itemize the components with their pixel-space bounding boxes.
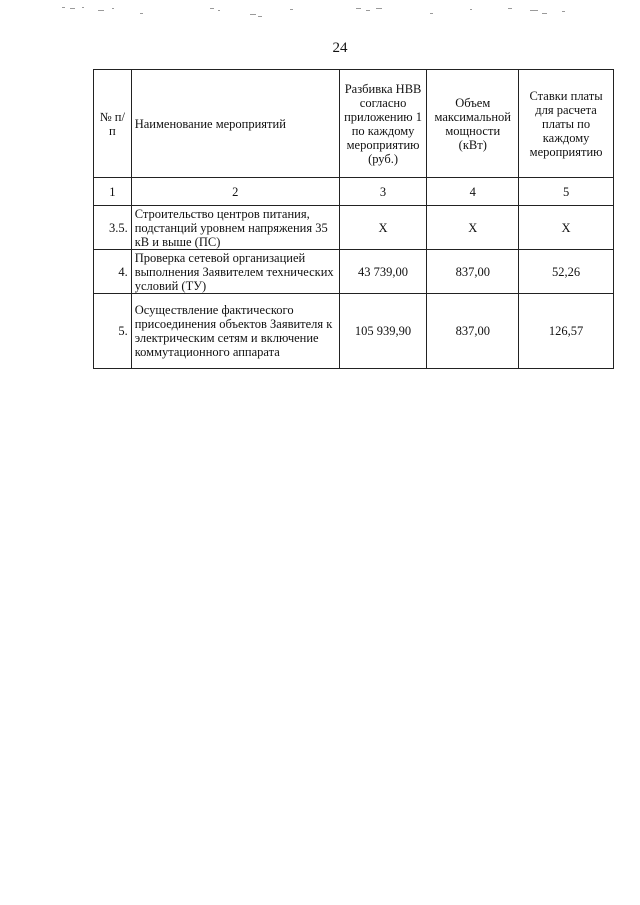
row-power-value: 837,00 [427,294,519,369]
column-index-cell: 3 [339,178,427,206]
row-activity-name: Проверка сетевой организацией выполнения Заявителем технических условий (ТУ) [131,250,339,294]
column-index-cell: 2 [131,178,339,206]
row-nvv-value: 43 739,00 [339,250,427,294]
fee-rates-table [93,69,614,369]
row-nvv-value: 105 939,90 [339,294,427,369]
row-power-value: 837,00 [427,250,519,294]
header-col-num: № п/п [94,70,132,178]
page-number: 24 [332,40,348,56]
row-rate-value: Х [519,206,614,250]
row-rate-value: 126,57 [519,294,614,369]
column-index-cell: 1 [94,178,132,206]
column-index-cell: 5 [519,178,614,206]
table-row [94,294,614,369]
header-col-rate: Ставки платы для расчета платы по каждому мероприятию [519,70,614,178]
column-index-row [94,178,614,206]
table-row [94,250,614,294]
row-power-value: Х [427,206,519,250]
scan-artifacts [0,4,640,20]
row-nvv-value: Х [339,206,427,250]
row-activity-name: Осуществление фактического присоединения объектов Заявителя к электрическим сетям и включение коммутационного аппарата [131,294,339,369]
table-row [94,206,614,250]
header-col-nvv: Разбивка НВВ согласно приложению 1 по каждому мероприятию (руб.) [339,70,427,178]
header-col-power: Объем максимальной мощности (кВт) [427,70,519,178]
table-header-row [94,70,614,178]
row-number: 3.5. [94,206,132,250]
row-number: 5. [94,294,132,369]
row-activity-name: Строительство центров питания, подстанций уровнем напряжения 35 кВ и выше (ПС) [131,206,339,250]
header-col-name: Наименование мероприятий [131,70,339,178]
row-rate-value: 52,26 [519,250,614,294]
column-index-cell: 4 [427,178,519,206]
row-number: 4. [94,250,132,294]
